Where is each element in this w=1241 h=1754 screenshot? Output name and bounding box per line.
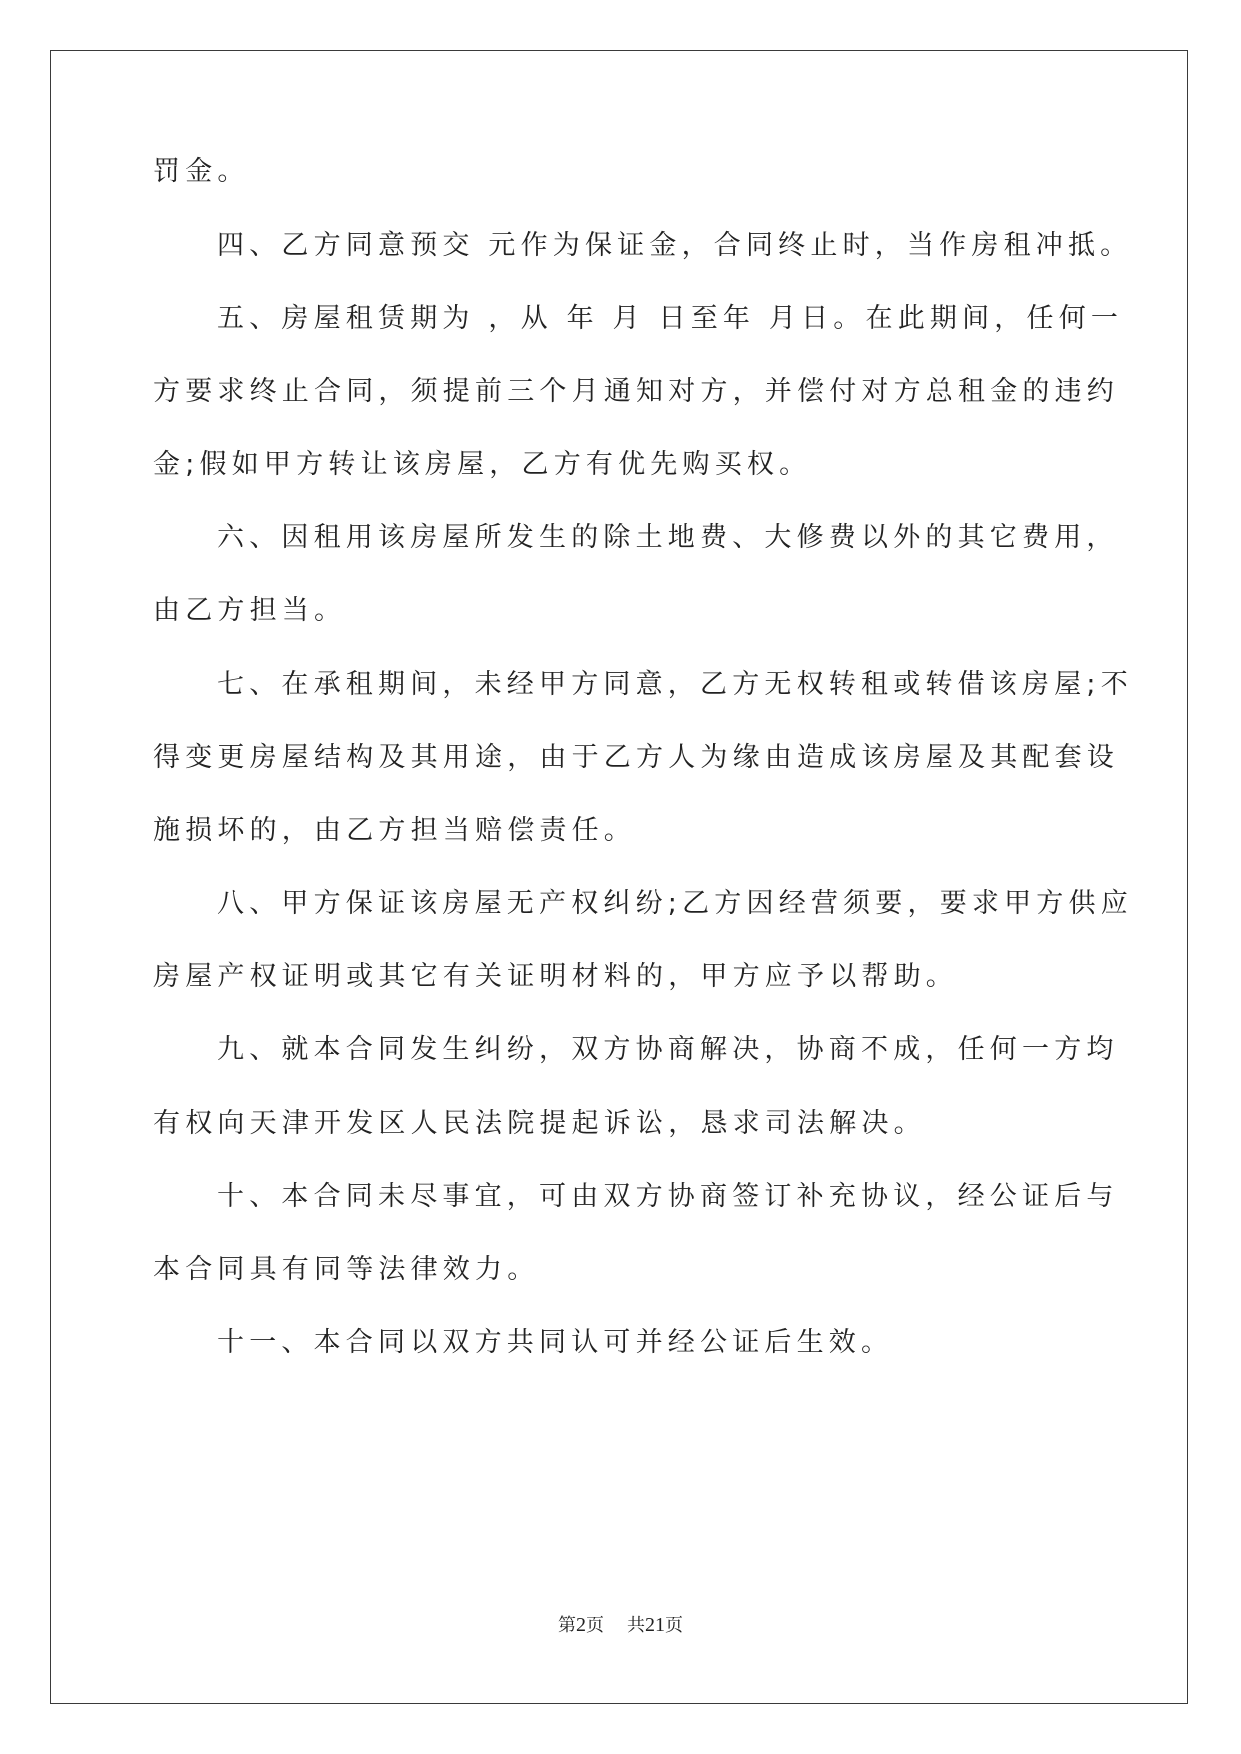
paragraph-line: 得变更房屋结构及其用途，由于乙方人为缘由造成该房屋及其配套设 bbox=[153, 742, 1119, 773]
page-number: 2 bbox=[576, 1614, 587, 1636]
paragraph-line: 有权向天津开发区人民法院提起诉讼，恳求司法解决。 bbox=[153, 1108, 926, 1139]
page-prefix: 第 bbox=[558, 1615, 577, 1636]
page-border bbox=[50, 50, 1188, 1704]
total-prefix: 共 bbox=[626, 1615, 645, 1636]
paragraph-line: 九、就本合同发生纠纷，双方协商解决，协商不成，任何一方均 bbox=[217, 1034, 1119, 1065]
paragraph-line: 方要求终止合同，须提前三个月通知对方，并偿付对方总租金的违约 bbox=[153, 376, 1119, 407]
paragraph-line: 五、房屋租赁期为 ，从 年 月 日至年 月日。在此期间，任何一 bbox=[217, 303, 1124, 334]
paragraph-line: 四、乙方同意预交 元作为保证金，合同终止时，当作房租冲抵。 bbox=[217, 230, 1133, 261]
paragraph-line: 由乙方担当。 bbox=[153, 595, 347, 626]
page-suffix: 页 bbox=[586, 1615, 605, 1636]
paragraph-line: 金;假如甲方转让该房屋，乙方有优先购买权。 bbox=[153, 449, 812, 480]
paragraph-line: 罚金。 bbox=[153, 156, 250, 187]
total-suffix: 页 bbox=[664, 1615, 683, 1636]
paragraph-line: 六、因租用该房屋所发生的除土地费、大修费以外的其它费用， bbox=[217, 522, 1119, 553]
paragraph-line: 房屋产权证明或其它有关证明材料的，甲方应予以帮助。 bbox=[153, 961, 958, 992]
paragraph-line: 八、甲方保证该房屋无产权纠纷;乙方因经营须要，要求甲方供应 bbox=[217, 888, 1133, 919]
paragraph-line: 七、在承租期间，未经甲方同意，乙方无权转租或转借该房屋;不 bbox=[217, 669, 1133, 700]
paragraph-line: 本合同具有同等法律效力。 bbox=[153, 1254, 540, 1285]
paragraph-line: 施损坏的，由乙方担当赔偿责任。 bbox=[153, 815, 636, 846]
paragraph-line: 十、本合同未尽事宜，可由双方协商签订补充协议，经公证后与 bbox=[217, 1181, 1119, 1212]
paragraph-line: 十一、本合同以双方共同认可并经公证后生效。 bbox=[217, 1327, 894, 1358]
page-footer bbox=[0, 1611, 1241, 1637]
total-pages: 21 bbox=[644, 1614, 665, 1636]
